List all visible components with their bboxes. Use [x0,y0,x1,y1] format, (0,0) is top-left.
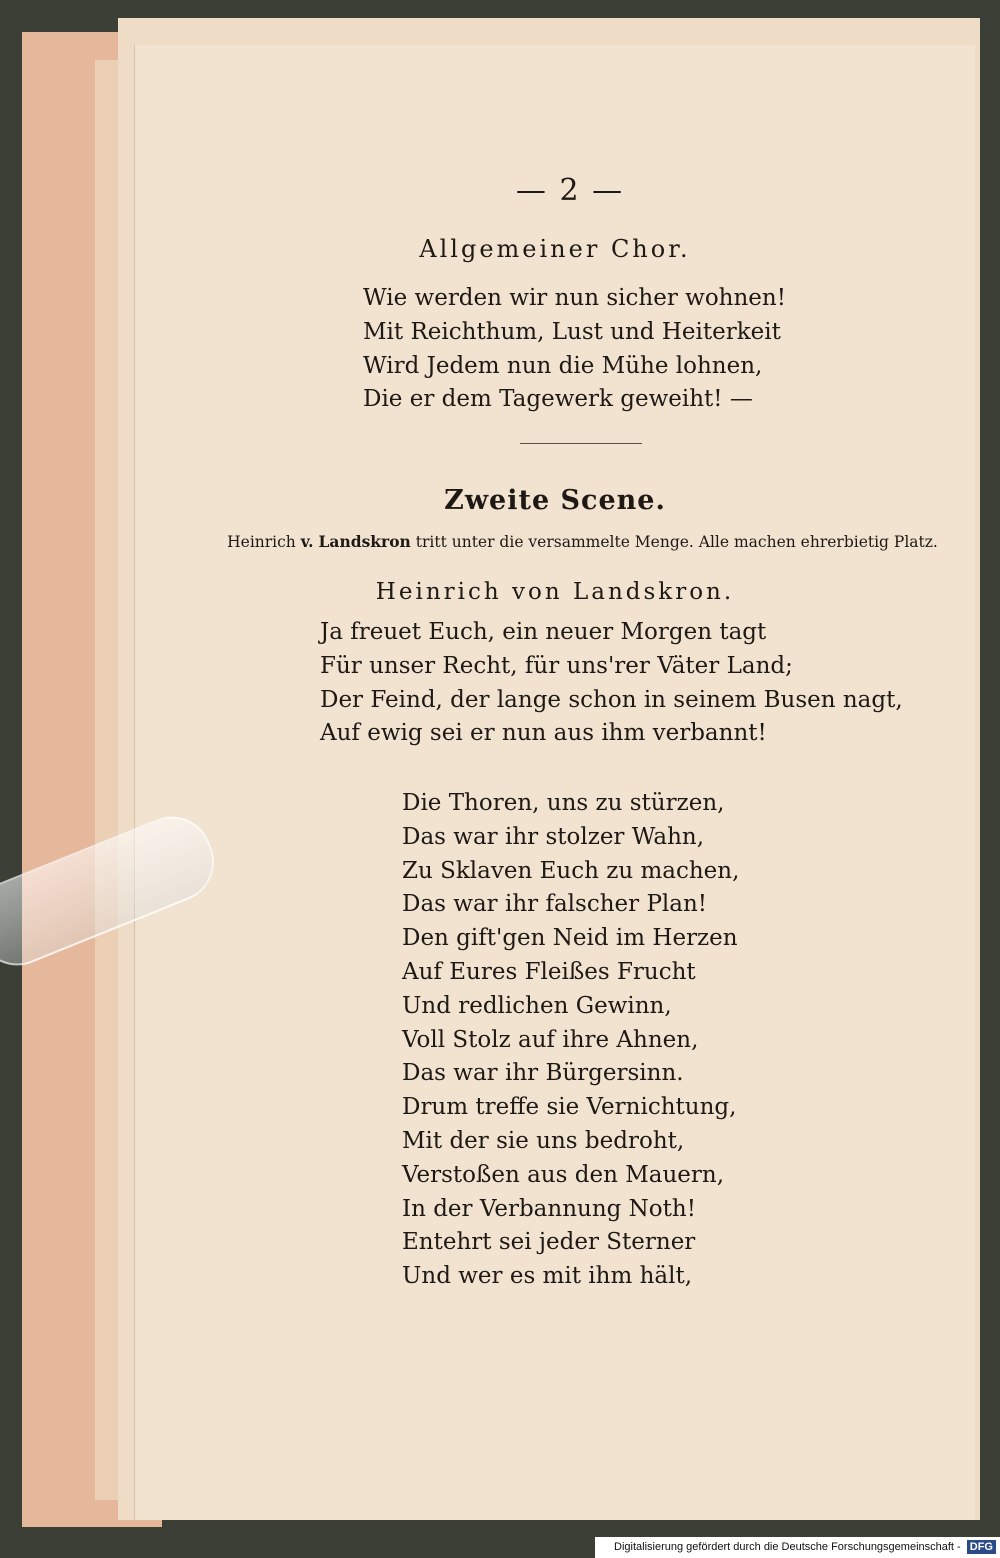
verse-line: Verstoßen aus den Mauern, [402,1161,724,1188]
verse-line: Und redlichen Gewinn, [402,992,672,1019]
verse-line: Auf ewig sei er nun aus ihm verbannt! [320,720,767,747]
scene-title: Zweite Scene. [444,485,666,516]
verse-line: Mit der sie uns bedroht, [402,1127,685,1154]
dfg-logo: DFG [967,1540,996,1554]
verse-line: Wird Jedem nun die Mühe lohnen, [363,352,763,379]
stage-pre: v. [300,532,314,551]
stage-direction [135,532,1000,551]
speaker-name: Heinrich von Landskron. [375,579,735,605]
verse-line: Drum treffe sie Vernichtung, [402,1094,737,1121]
verse-line: Ja freuet Euch, ein neuer Morgen tagt [320,619,767,645]
verse-line: Mit Reichthum, Lust und Heiterkeit [363,318,781,345]
verse-line: Für unser Recht, für uns'rer Väter Land; [320,652,793,679]
verse-line: Entehrt sei jeder Sterner [402,1229,696,1256]
chorus-heading: Allgemeiner Chor. [419,235,691,263]
verse-line: Zu Sklaven Euch zu machen, [402,857,740,884]
footer-text: Digitalisierung gefördert durch die Deutsche Forschungsgemeinschaft - [614,1541,961,1553]
stage-rest: tritt unter die versammelte Menge. Alle machen ehrerbietig Platz. [415,533,938,551]
verse-line: Auf Eures Fleißes Frucht [402,958,696,985]
chorus-stanza [363,282,786,417]
page-number: — 2 — [515,173,625,208]
verse-line: Wie werden wir nun sicher wohnen! [363,285,786,311]
verse-line: Voll Stolz auf ihre Ahnen, [402,1026,699,1053]
stage-name: Heinrich [227,533,296,551]
song-stanza [402,787,739,1294]
verse-line: Den gift'gen Neid im Herzen [402,925,738,952]
verse-line: Das war ihr stolzer Wahn, [402,823,705,850]
verse-line: Die er dem Tagewerk geweiht! — [363,386,753,413]
speech-stanza [320,616,903,751]
verse-line: Der Feind, der lange schon in seinem Busen nagt, [320,686,903,713]
section-divider [520,443,642,444]
verse-line: In der Verbannung Noth! [402,1195,696,1222]
verse-line: Das war ihr falscher Plan! [402,891,708,918]
stage-bold: Landskron [318,532,411,551]
verse-line: Und wer es mit ihm hält, [402,1263,693,1290]
book-page [135,45,975,1520]
funding-footer [595,1537,1000,1558]
verse-line: Die Thoren, uns zu stürzen, [402,790,725,816]
verse-line: Das war ihr Bürgersinn. [402,1060,684,1087]
